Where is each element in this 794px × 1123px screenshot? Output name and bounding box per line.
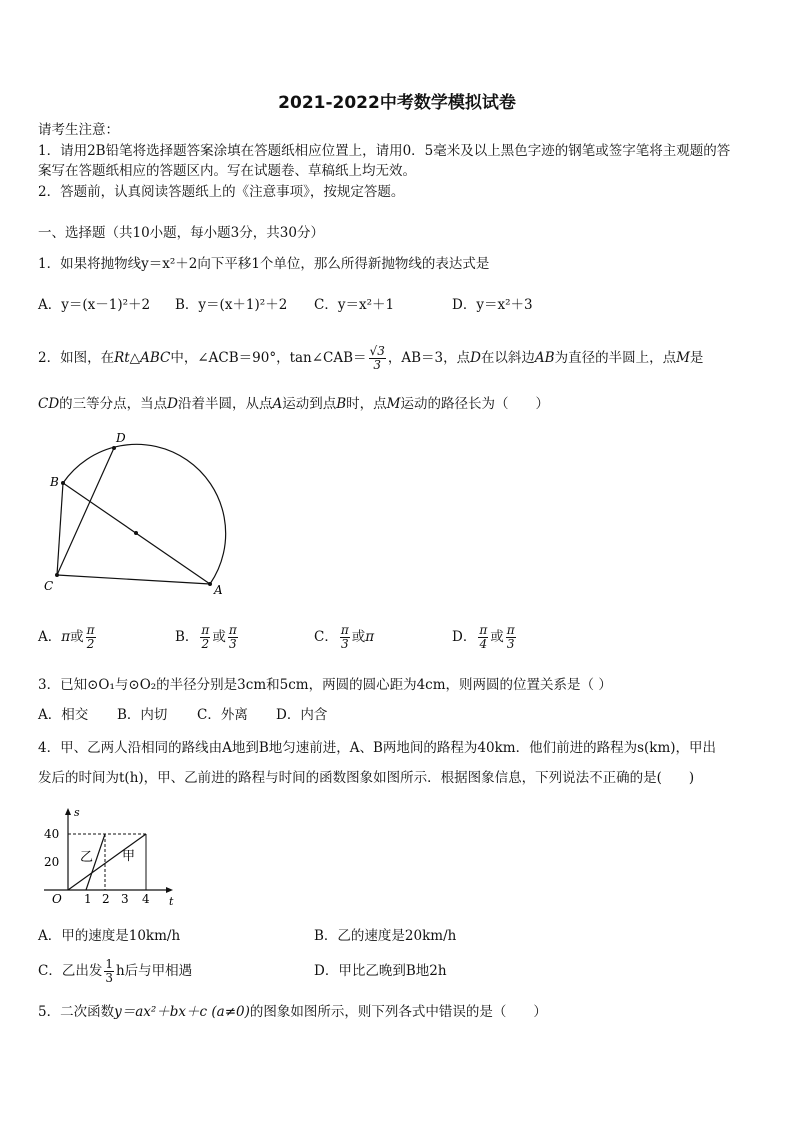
segment-bc — [57, 483, 63, 575]
page-title: 2021-2022中考数学模拟试卷 — [278, 93, 516, 113]
question-4-option-d: D．甲比乙晚到B地2h — [314, 963, 447, 979]
question-2-option-c: C． $\frac{\pi}{3}$ 或π — [314, 623, 375, 651]
question-2-option-d: D． $\frac{\pi}{4}$ 或 $\frac{\pi}{3}$ — [452, 623, 515, 651]
question-1-option-d: D．y＝x²＋3 — [452, 297, 533, 313]
question-4-line-1: 4．甲、乙两人沿相同的路线由A地到B地匀速前进，A、B两地间的路程为40km．他们前进的路程为s(km)，甲出 — [38, 740, 717, 756]
question-4-option-b: B．乙的速度是20km/h — [314, 928, 457, 944]
question-2-line-1: 2．如图，在Rt△ABC中，∠ACB＝90°，tan∠CAB＝ $\frac{√3}{3}$ ，AB＝3，点D在以斜边AB为直径的半圆上，点M是 — [38, 344, 704, 372]
question-1-option-c: C．y＝x²＋1 — [314, 297, 395, 313]
x-tick-4: 4 — [142, 892, 150, 906]
y-tick-20: 20 — [44, 855, 60, 869]
question-3-option-c: C．外离 — [197, 707, 248, 723]
label-b: B — [50, 475, 59, 489]
question-3-option-b: B．内切 — [117, 707, 168, 723]
label-yi: 乙 — [80, 850, 94, 865]
notice-item-1-cont: 案写在答题纸相应的答题区内。写在试题卷、草稿纸上均无效。 — [38, 163, 416, 179]
question-2-line-2: CD的三等分点，当点D沿着半圆，从点A运动到点B时，点M运动的路径长为（ ） — [38, 396, 549, 412]
point-b — [61, 481, 65, 485]
semicircle-figure — [38, 428, 238, 598]
origin-label: O — [52, 892, 62, 906]
label-c: C — [44, 579, 54, 593]
label-d: D — [116, 431, 126, 445]
x-axis-arrow — [166, 887, 173, 893]
label-jia: 甲 — [122, 849, 136, 864]
point-d — [112, 446, 116, 450]
point-c — [55, 573, 59, 577]
center-point — [134, 531, 138, 535]
question-5-stem: 5．二次函数y＝ax²＋bx＋c (a≠0)的图象如图所示，则下列各式中错误的是（ ） — [38, 1004, 547, 1020]
y-tick-40: 40 — [44, 827, 60, 841]
x-axis-label: t — [169, 895, 174, 908]
question-4-line-2: 发后的时间为t(h)，甲、乙前进的路程与时间的函数图象如图所示．根据图象信息，下列说法不正确的是( ) — [38, 770, 695, 786]
question-3-stem: 3．已知⊙O₁与⊙O₂的半径分别是3cm和5cm，两圆的圆心距为4cm，则两圆的位置关系是（ ） — [38, 677, 612, 693]
question-3-option-d: D．内含 — [276, 707, 328, 723]
y-axis-arrow — [65, 808, 71, 815]
question-1-option-b: B．y＝(x＋1)²＋2 — [175, 297, 288, 313]
x-tick-1: 1 — [84, 892, 92, 906]
point-a — [208, 582, 212, 586]
question-1-option-a: A．y＝(x－1)²＋2 — [38, 297, 151, 313]
label-a: A — [214, 583, 223, 597]
question-1-stem: 1．如果将抛物线y＝x²＋2向下平移1个单位，那么所得新抛物线的表达式是 — [38, 256, 490, 272]
notice-item-2: 2．答题前，认真阅读答题纸上的《注意事项》，按规定答题。 — [38, 184, 405, 200]
y-axis-label: s — [74, 806, 80, 819]
question-3-option-a: A．相交 — [38, 707, 89, 723]
x-tick-2: 2 — [102, 892, 110, 906]
segment-ca — [57, 575, 210, 584]
question-2-option-a: A．π或 $\frac{\pi}{2}$ — [38, 623, 95, 651]
question-2-option-b: B． $\frac{\pi}{2}$ 或 $\frac{\pi}{3}$ — [175, 623, 237, 651]
tan-fraction: $\frac{√3}{3}$ — [369, 344, 385, 372]
semicircle-arc — [63, 444, 226, 584]
section-heading: 一、选择题（共10小题，每小题3分，共30分） — [38, 225, 324, 241]
question-4-option-a: A．甲的速度是10km/h — [38, 928, 181, 944]
x-tick-3: 3 — [121, 892, 129, 906]
question-4-option-c: C．乙出发 $\frac{1}{3}$ h后与甲相遇 — [38, 957, 193, 985]
distance-time-graph — [38, 806, 188, 908]
notice-item-1: 1．请用2B铅笔将选择题答案涂填在答题纸相应位置上，请用0．5毫米及以上黑色字迹的钢笔或签字笔将主观题的答 — [38, 143, 731, 159]
notice-heading: 请考生注意： — [38, 122, 119, 138]
